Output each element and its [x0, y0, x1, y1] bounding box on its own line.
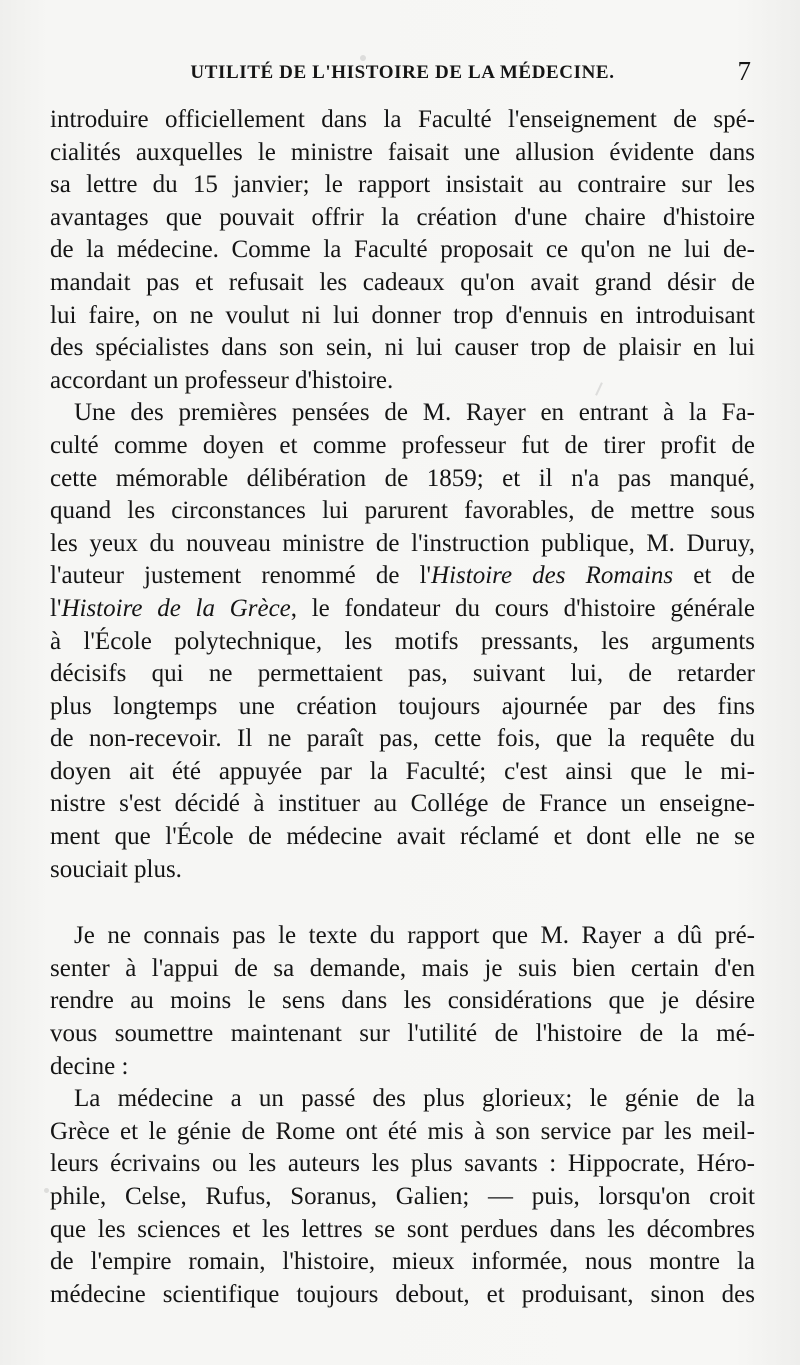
paragraph-2	[50, 397, 755, 886]
text-segment: l'auteur justement renommé de l'	[50, 562, 432, 590]
text-line	[50, 593, 755, 626]
text-line: culté comme doyen et comme professeur fut de tirer profit de	[50, 431, 755, 459]
text-line: de l'empire romain, l'histoire, mieux informée, nous montre la	[50, 1248, 755, 1276]
text-line: avantages que pouvait offrir la création d'une chaire d'histoire	[50, 203, 755, 231]
text-line: lui faire, on ne voulut ni lui donner trop d'ennuis en introduisant	[50, 301, 755, 329]
text-line: mandait pas et refusait les cadeaux qu'on avait grand désir de	[50, 268, 755, 296]
text-line: doyen ait été appuyée par la Faculté; c'est ainsi que le mi-	[50, 757, 755, 785]
text-line: nistre s'est décidé à instituer au Collége de France un enseigne-	[50, 790, 755, 818]
text-line: phile, Celse, Rufus, Soranus, Galien; — puis, lorsqu'on croit	[50, 1183, 755, 1210]
text-line: cialités auxquelles le ministre faisait une allusion évidente dans	[50, 138, 755, 166]
text-line: leurs écrivains ou les auteurs les plus savants : Hippocrate, Héro-	[50, 1150, 755, 1178]
text-line: Grèce et le génie de Rome ont été mis à son service par les meil-	[50, 1117, 755, 1145]
text-line: que les sciences et les lettres se sont perdues dans les décombres	[50, 1215, 755, 1243]
text-line: introduire officiellement dans la Faculté l'enseignement de spé-	[50, 106, 755, 133]
text-line: rendre au moins le sens dans les considérations que je désire	[50, 987, 755, 1015]
text-line: des spécialistes dans son sein, ni lui causer trop de plaisir en lui	[50, 334, 755, 362]
page-number: 7	[737, 56, 751, 86]
text-line: quand les circonstances lui parurent favorables, de mettre sous	[50, 497, 755, 525]
text-line: de non-recevoir. Il ne paraît pas, cette fois, que la requête du	[50, 725, 755, 753]
paper-speck	[360, 55, 366, 61]
paragraph-3	[50, 920, 755, 1083]
text-segment: et de	[673, 562, 755, 590]
text-line: Une des premières pensées de M. Rayer en entrant à la Fa-	[74, 399, 755, 427]
text-segment: l'	[50, 594, 62, 622]
text-line: vous soumettre maintenant sur l'utilité de l'histoire de la mé-	[50, 1020, 755, 1048]
text-line: à l'École polytechnique, les motifs pressants, les arguments	[50, 627, 755, 655]
text-line: plus longtemps une création toujours ajournée par des fins	[50, 692, 755, 720]
paragraph-1	[50, 104, 755, 397]
italic-title: Histoire des Romains	[431, 562, 674, 590]
text-segment: , le fondateur du cours d'histoire générale	[290, 594, 755, 622]
text-line: decine :	[50, 1052, 129, 1080]
page-text	[50, 104, 755, 1311]
text-line: médecine scientifique toujours debout, et produisant, sinon des	[50, 1280, 755, 1308]
running-title: UTILITÉ DE L'HISTOIRE DE LA MÉDECINE.	[190, 62, 615, 83]
text-line: décisifs qui ne permettaient pas, suivant lui, de retarder	[50, 660, 755, 688]
paragraph-spacer	[50, 886, 755, 920]
text-line	[50, 560, 755, 593]
paragraph-4	[50, 1083, 755, 1311]
text-line: accordant un professeur d'histoire.	[50, 366, 394, 394]
text-line: de la médecine. Comme la Faculté proposait ce qu'on ne lui de-	[50, 236, 755, 264]
text-line: ment que l'École de médecine avait réclamé et dont elle ne se	[50, 823, 755, 851]
text-line: les yeux du nouveau ministre de l'instruction publique, M. Duruy,	[50, 529, 755, 557]
italic-title: Histoire de la Grèce	[61, 594, 291, 622]
page-header	[50, 56, 755, 92]
text-line: souciait plus.	[50, 855, 182, 883]
text-line: sa lettre du 15 janvier; le rapport insistait au contraire sur les	[50, 171, 755, 199]
paper-speck	[44, 1188, 49, 1193]
text-line: La médecine a un passé des plus glorieux; le génie de la	[74, 1085, 755, 1113]
text-line: senter à l'appui de sa demande, mais je suis bien certain d'en	[50, 954, 755, 982]
text-line: cette mémorable délibération de 1859; et il n'a pas manqué,	[50, 464, 755, 492]
text-line: Je ne connais pas le texte du rapport que M. Rayer a dû pré-	[74, 922, 755, 950]
